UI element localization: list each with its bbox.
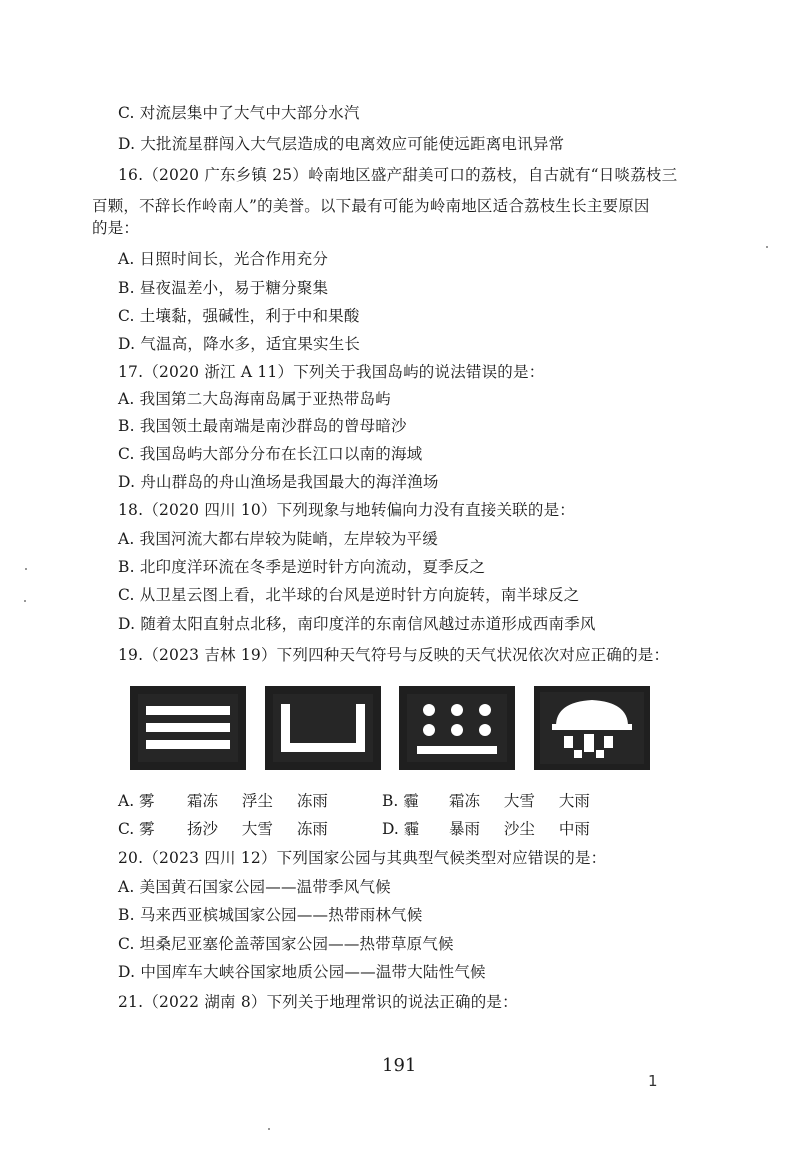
answer-a-3: 浮尘 bbox=[241, 792, 273, 810]
scan-speck bbox=[766, 246, 768, 248]
option-line: D. 随着太阳直射点北移，南印度洋的东南信风越过赤道形成西南季风 bbox=[118, 615, 596, 633]
answer-d-2: 暴雨 bbox=[448, 820, 480, 838]
page-number: 191 bbox=[382, 1055, 417, 1076]
scan-speck bbox=[24, 600, 26, 602]
scan-speck bbox=[25, 568, 27, 570]
corner-mark: 1 bbox=[648, 1072, 658, 1090]
option-line: B. 北印度洋环流在冬季是逆时针方向流动，夏季反之 bbox=[118, 558, 486, 576]
option-line: B. 昼夜温差小，易于糖分聚集 bbox=[118, 279, 329, 297]
answer-b-1: B. 霾 bbox=[382, 792, 419, 810]
answer-d-3: 沙尘 bbox=[503, 820, 535, 838]
fog-symbol-icon bbox=[130, 686, 246, 770]
option-line: D. 大批流星群闯入大气层造成的电离效应可能使远距离电讯异常 bbox=[118, 135, 565, 153]
answer-c-4: 冻雨 bbox=[296, 820, 328, 838]
answer-a-1: A. 雾 bbox=[118, 792, 155, 810]
option-line: C. 从卫星云图上看，北半球的台风是逆时针方向旋转，南半球反之 bbox=[118, 586, 580, 604]
answer-d-1: D. 霾 bbox=[382, 820, 420, 838]
question-18-stem: 18.（2020 四川 10）下列现象与地转偏向力没有直接关联的是： bbox=[118, 501, 575, 519]
option-line: C. 我国岛屿大部分分布在长江口以南的海域 bbox=[118, 445, 423, 463]
answer-option-a bbox=[118, 791, 328, 811]
answer-option-c bbox=[118, 819, 328, 839]
storm-symbol-icon bbox=[534, 686, 650, 770]
option-line: C. 坦桑尼亚塞伦盖蒂国家公园——热带草原气候 bbox=[118, 935, 454, 953]
question-20-stem: 20.（2023 四川 12）下列国家公园与其典型气候类型对应错误的是： bbox=[118, 849, 607, 867]
option-line: A. 我国第二大岛海南岛属于亚热带岛屿 bbox=[118, 390, 391, 408]
option-line: D. 舟山群岛的舟山渔场是我国最大的海洋渔场 bbox=[118, 473, 439, 491]
question-17-stem: 17.（2020 浙江 A 11）下列关于我国岛屿的说法错误的是： bbox=[118, 363, 545, 381]
answer-d-4: 中雨 bbox=[558, 820, 590, 838]
option-line: B. 马来西亚槟城国家公园——热带雨林气候 bbox=[118, 906, 423, 924]
frost-symbol-icon bbox=[265, 686, 381, 770]
question-19-stem: 19.（2023 吉林 19）下列四种天气符号与反映的天气状况依次对应正确的是： bbox=[118, 646, 670, 664]
answer-b-3: 大雪 bbox=[503, 792, 535, 810]
option-line: A. 我国河流大都右岸较为陡峭，左岸较为平缓 bbox=[118, 530, 438, 548]
question-21-stem: 21.（2022 湖南 8）下列关于地理常识的说法正确的是： bbox=[118, 993, 518, 1011]
answer-a-4: 冻雨 bbox=[296, 792, 328, 810]
question-16-stem-cont: 的是： bbox=[92, 219, 140, 237]
snow-symbol-icon bbox=[399, 686, 515, 770]
answer-c-3: 大雪 bbox=[241, 820, 273, 838]
answer-option-d bbox=[382, 819, 590, 839]
option-line: A. 美国黄石国家公园——温带季风气候 bbox=[118, 878, 391, 896]
option-line: C. 对流层集中了大气中大部分水汽 bbox=[118, 104, 360, 122]
answer-b-4: 大雨 bbox=[558, 792, 590, 810]
answer-c-2: 扬沙 bbox=[186, 820, 218, 838]
weather-symbols-row bbox=[130, 686, 650, 770]
option-line: B. 我国领土最南端是南沙群岛的曾母暗沙 bbox=[118, 417, 407, 435]
answer-b-2: 霜冻 bbox=[448, 792, 480, 810]
question-16-stem-cont: 百颗，不辞长作岭南人”的美誉。以下最有可能为岭南地区适合荔枝生长主要原因 bbox=[92, 197, 650, 215]
option-line: D. 气温高，降水多，适宜果实生长 bbox=[118, 335, 361, 353]
option-line: C. 土壤黏，强碱性，利于中和果酸 bbox=[118, 307, 360, 325]
answer-a-2: 霜冻 bbox=[186, 792, 218, 810]
answer-c-1: C. 雾 bbox=[118, 820, 155, 838]
question-16-stem: 16.（2020 广东乡镇 25）岭南地区盛产甜美可口的荔枝，自古就有“日啖荔枝三 bbox=[118, 166, 678, 184]
answer-option-b bbox=[382, 791, 590, 811]
scan-speck bbox=[268, 1128, 270, 1130]
option-line: A. 日照时间长，光合作用充分 bbox=[118, 250, 329, 268]
option-line: D. 中国库车大峡谷国家地质公园——温带大陆性气候 bbox=[118, 963, 486, 981]
